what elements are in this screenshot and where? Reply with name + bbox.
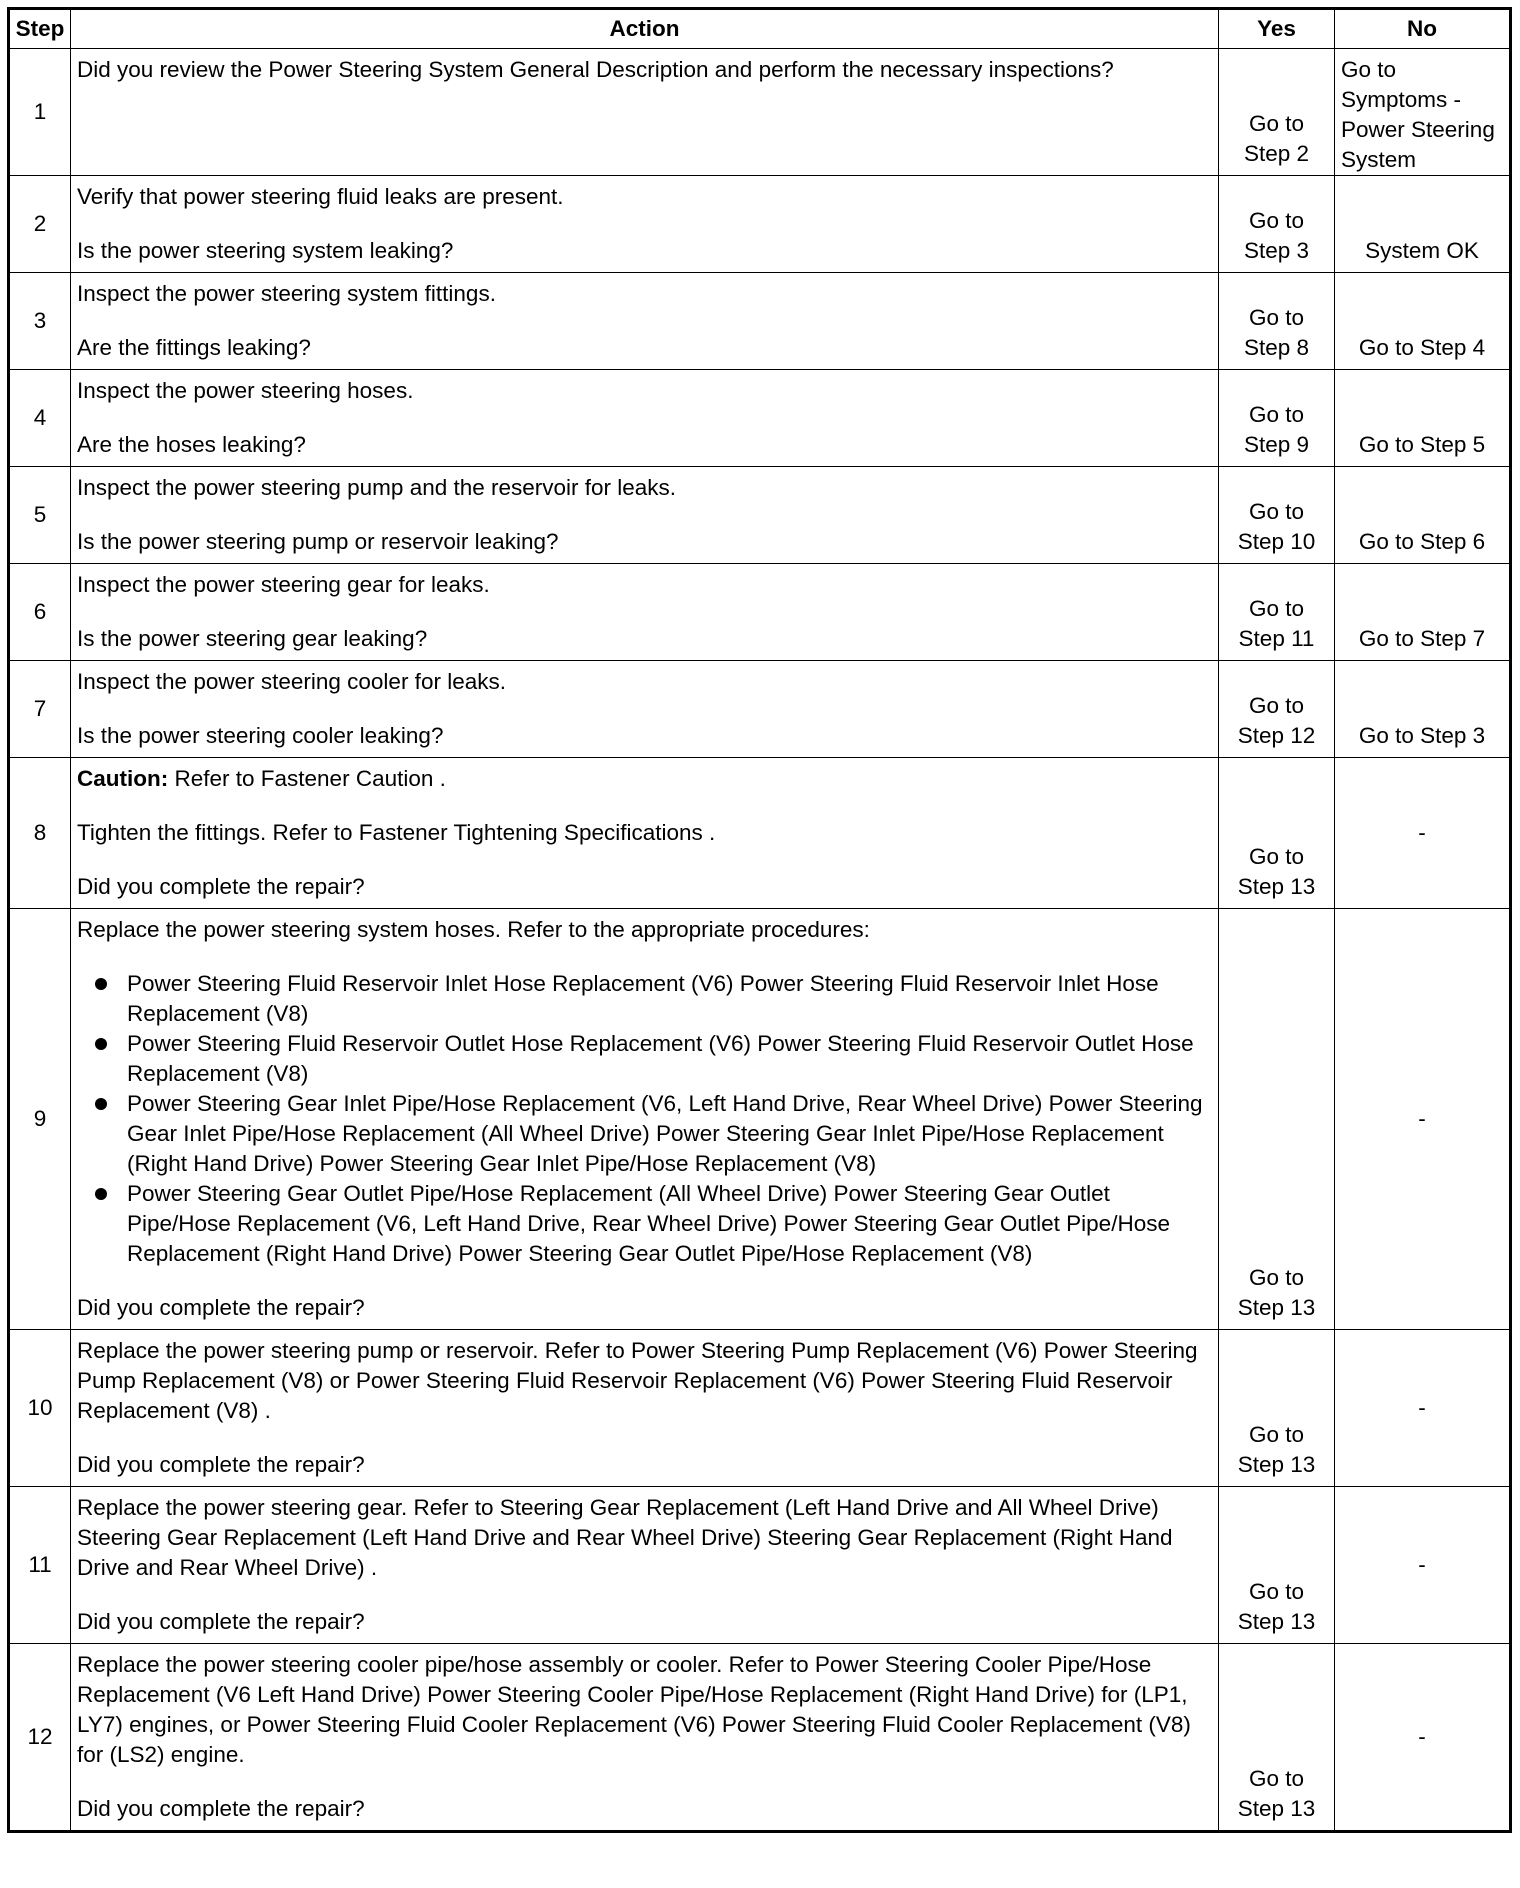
yes-result bbox=[1219, 909, 1335, 1330]
no-result-text: System OK bbox=[1365, 238, 1479, 263]
no-result-text: Go to Symptoms - Power Steering System bbox=[1341, 57, 1495, 172]
no-result-text: - bbox=[1418, 1552, 1426, 1577]
no-result-text: - bbox=[1418, 1395, 1426, 1420]
action-cell bbox=[71, 661, 1219, 758]
action-text: Verify that power steering fluid leaks are present. bbox=[77, 184, 564, 209]
yes-result bbox=[1219, 758, 1335, 909]
action-text: Did you complete the repair? bbox=[77, 1452, 365, 1477]
action-text: Are the fittings leaking? bbox=[77, 335, 311, 360]
step-number: 4 bbox=[9, 370, 71, 467]
no-result-text: - bbox=[1418, 820, 1426, 845]
yes-result-text: Go to Step 11 bbox=[1238, 596, 1315, 651]
step-number: 1 bbox=[9, 49, 71, 176]
header-no: No bbox=[1335, 9, 1511, 49]
yes-result-text: Go to Step 9 bbox=[1243, 402, 1310, 457]
no-result bbox=[1335, 564, 1511, 661]
action-text: Is the power steering cooler leaking? bbox=[77, 723, 444, 748]
action-text: Is the power steering gear leaking? bbox=[77, 626, 428, 651]
action-text: Tighten the fittings. Refer to Fastener Tightening Specifications . bbox=[77, 820, 716, 845]
action-cell bbox=[71, 758, 1219, 909]
table-row bbox=[9, 467, 1511, 564]
step-number: 10 bbox=[9, 1330, 71, 1487]
action-text: Replace the power steering cooler pipe/hose assembly or cooler. Refer to Power Steering Cooler Pipe/Hose Replacement (V6 Left Hand Drive) Power Steering Cooler Pipe/Hose Replacement (Right Hand Drive) for (LP1, LY7) engines, or Power Steering Fluid Cooler Replacement (V6) Power Steering Fluid Cooler Replacement (V8) for (LS2) engine. bbox=[77, 1652, 1191, 1767]
step-number: 12 bbox=[9, 1644, 71, 1832]
table-row bbox=[9, 1487, 1511, 1644]
action-text: Are the hoses leaking? bbox=[77, 432, 306, 457]
no-result-text: - bbox=[1418, 1724, 1426, 1749]
no-result-text: Go to Step 5 bbox=[1358, 432, 1486, 457]
yes-result-text: Go to Step 2 bbox=[1243, 111, 1310, 166]
yes-result bbox=[1219, 467, 1335, 564]
no-result bbox=[1335, 1644, 1511, 1832]
yes-result bbox=[1219, 176, 1335, 273]
procedure-list-item: Power Steering Fluid Reservoir Inlet Hose Replacement (V6) Power Steering Fluid Reservoir Inlet Hose Replacement (V8) bbox=[127, 969, 1212, 1029]
action-cell bbox=[71, 273, 1219, 370]
header-yes: Yes bbox=[1219, 9, 1335, 49]
action-cell bbox=[71, 467, 1219, 564]
no-result bbox=[1335, 1487, 1511, 1644]
diagnostic-table bbox=[7, 7, 1512, 1833]
no-result bbox=[1335, 467, 1511, 564]
action-text: Did you review the Power Steering System General Description and perform the necessary inspections? bbox=[77, 57, 1114, 82]
header-action: Action bbox=[71, 9, 1219, 49]
action-text: Replace the power steering pump or reservoir. Refer to Power Steering Pump Replacement (V6) Power Steering Pump Replacement (V8) or Power Steering Fluid Reservoir Replacement (V6) Power Steering Fluid Reservoir Replacement (V8) . bbox=[77, 1338, 1198, 1423]
yes-result-text: Go to Step 13 bbox=[1237, 844, 1316, 899]
no-result bbox=[1335, 1330, 1511, 1487]
table-row bbox=[9, 176, 1511, 273]
procedure-list bbox=[77, 969, 1212, 1269]
action-text: Inspect the power steering hoses. bbox=[77, 378, 414, 403]
no-result bbox=[1335, 758, 1511, 909]
step-number: 9 bbox=[9, 909, 71, 1330]
action-text: Did you complete the repair? bbox=[77, 1796, 365, 1821]
table-body bbox=[9, 49, 1511, 1832]
step-number: 2 bbox=[9, 176, 71, 273]
no-result-text: Go to Step 6 bbox=[1358, 529, 1486, 554]
yes-result-text: Go to Step 3 bbox=[1243, 208, 1310, 263]
step-number: 11 bbox=[9, 1487, 71, 1644]
no-result bbox=[1335, 370, 1511, 467]
yes-result bbox=[1219, 661, 1335, 758]
action-text: Did you complete the repair? bbox=[77, 1609, 365, 1634]
no-result bbox=[1335, 909, 1511, 1330]
action-text: Inspect the power steering system fittings. bbox=[77, 281, 496, 306]
yes-result-text: Go to Step 10 bbox=[1237, 499, 1316, 554]
caution-text: Refer to Fastener Caution . bbox=[168, 766, 446, 791]
no-result-text: Go to Step 3 bbox=[1358, 723, 1486, 748]
action-cell bbox=[71, 176, 1219, 273]
no-result bbox=[1335, 49, 1511, 176]
step-number: 3 bbox=[9, 273, 71, 370]
action-text: Is the power steering pump or reservoir leaking? bbox=[77, 529, 559, 554]
table-row bbox=[9, 661, 1511, 758]
table-row bbox=[9, 564, 1511, 661]
step-number: 5 bbox=[9, 467, 71, 564]
action-cell bbox=[71, 564, 1219, 661]
caution-note bbox=[77, 764, 1212, 794]
table-row bbox=[9, 273, 1511, 370]
procedure-list-item: Power Steering Gear Inlet Pipe/Hose Replacement (V6, Left Hand Drive, Rear Wheel Drive) Power Steering Gear Inlet Pipe/Hose Replacement (All Wheel Drive) Power Steering Gear Inlet Pipe/Hose Replacement (Right Hand Drive) Power Steering Gear Inlet Pipe/Hose Replacement (V8) bbox=[127, 1089, 1212, 1179]
yes-result bbox=[1219, 564, 1335, 661]
yes-result bbox=[1219, 273, 1335, 370]
table-row bbox=[9, 758, 1511, 909]
caution-label: Caution: bbox=[77, 766, 169, 791]
action-text: Inspect the power steering gear for leaks. bbox=[77, 572, 490, 597]
no-result-text: Go to Step 7 bbox=[1358, 626, 1486, 651]
table-row bbox=[9, 1330, 1511, 1487]
no-result-text: Go to Step 4 bbox=[1358, 335, 1486, 360]
yes-result-text: Go to Step 8 bbox=[1243, 305, 1310, 360]
yes-result bbox=[1219, 370, 1335, 467]
yes-result bbox=[1219, 1644, 1335, 1832]
yes-result-text: Go to Step 13 bbox=[1237, 1265, 1316, 1320]
action-cell bbox=[71, 909, 1219, 1330]
step-number: 7 bbox=[9, 661, 71, 758]
header-step: Step bbox=[9, 9, 71, 49]
no-result bbox=[1335, 273, 1511, 370]
no-result-text: - bbox=[1418, 1106, 1426, 1131]
action-text: Inspect the power steering cooler for leaks. bbox=[77, 669, 506, 694]
action-question: Did you complete the repair? bbox=[77, 1295, 365, 1320]
no-result bbox=[1335, 176, 1511, 273]
action-cell bbox=[71, 1644, 1219, 1832]
table-row bbox=[9, 1644, 1511, 1832]
action-text: Is the power steering system leaking? bbox=[77, 238, 454, 263]
yes-result bbox=[1219, 1330, 1335, 1487]
table-row bbox=[9, 370, 1511, 467]
step-number: 8 bbox=[9, 758, 71, 909]
action-cell bbox=[71, 1330, 1219, 1487]
yes-result-text: Go to Step 13 bbox=[1237, 1766, 1316, 1821]
table-row bbox=[9, 49, 1511, 176]
action-cell bbox=[71, 370, 1219, 467]
yes-result bbox=[1219, 1487, 1335, 1644]
yes-result bbox=[1219, 49, 1335, 176]
yes-result-text: Go to Step 13 bbox=[1237, 1579, 1316, 1634]
action-cell bbox=[71, 1487, 1219, 1644]
action-text: Replace the power steering gear. Refer to Steering Gear Replacement (Left Hand Drive and All Wheel Drive) Steering Gear Replacement (Left Hand Drive and Rear Wheel Drive) Steering Gear Replacement (Right Hand Drive and Rear Wheel Drive) . bbox=[77, 1495, 1173, 1580]
action-text: Inspect the power steering pump and the reservoir for leaks. bbox=[77, 475, 677, 500]
procedure-list-item: Power Steering Fluid Reservoir Outlet Hose Replacement (V6) Power Steering Fluid Reservoir Outlet Hose Replacement (V8) bbox=[127, 1029, 1212, 1089]
yes-result-text: Go to Step 12 bbox=[1237, 693, 1316, 748]
table-row bbox=[9, 909, 1511, 1330]
header-row bbox=[9, 9, 1511, 49]
no-result bbox=[1335, 661, 1511, 758]
yes-result-text: Go to Step 13 bbox=[1237, 1422, 1316, 1477]
step-number: 6 bbox=[9, 564, 71, 661]
action-text: Did you complete the repair? bbox=[77, 874, 365, 899]
action-cell bbox=[71, 49, 1219, 176]
procedure-list-item: Power Steering Gear Outlet Pipe/Hose Replacement (All Wheel Drive) Power Steering Gear Outlet Pipe/Hose Replacement (V6, Left Hand Drive, Rear Wheel Drive) Power Steering Gear Outlet Pipe/Hose Replacement (Right Hand Drive) Power Steering Gear Outlet Pipe/Hose Replacement (V8) bbox=[127, 1179, 1212, 1269]
action-intro: Replace the power steering system hoses. Refer to the appropriate procedures: bbox=[77, 917, 870, 942]
